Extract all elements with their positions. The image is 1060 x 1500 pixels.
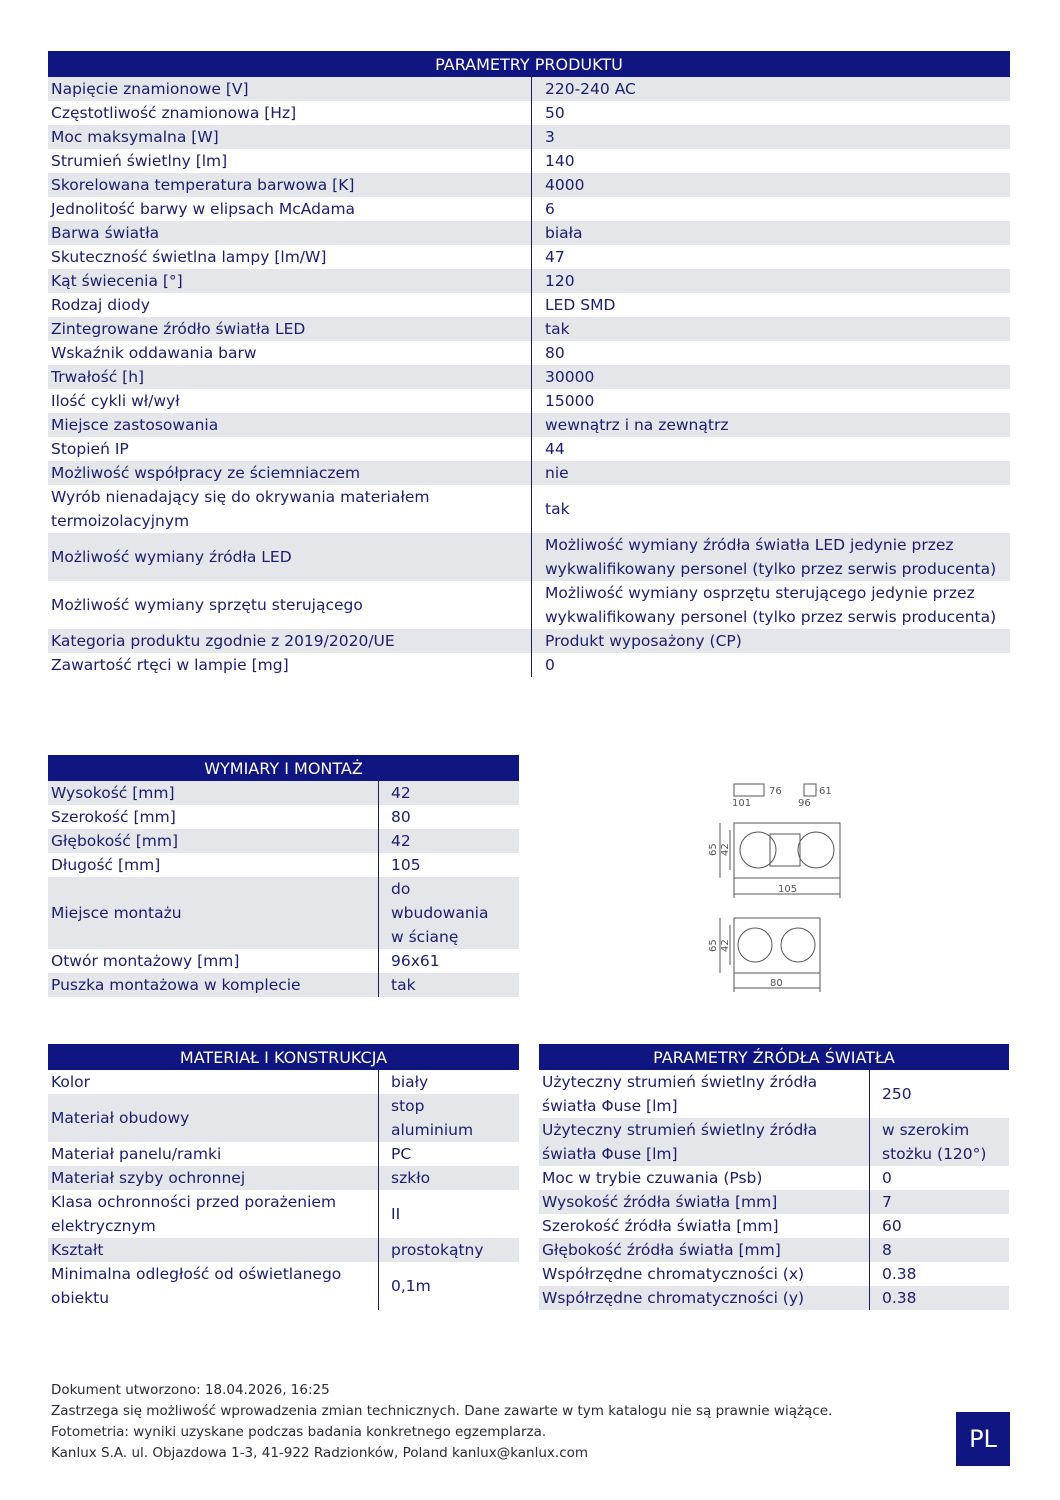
row-label: Wyrób nienadający się do okrywania materiałem termoizolacyjnym [51,488,430,530]
hole-icon [804,784,816,796]
table-row [48,125,1010,149]
dimensions-header: WYMIARY I MONTAŻ [48,755,519,781]
row-value: 4000 [531,173,1010,197]
row-label: Głębokość źródła światła [mm] [542,1241,781,1259]
table-row [48,781,519,805]
language-badge: PL [956,1412,1010,1466]
row-label: Kąt świecenia [°] [51,272,183,290]
row-label: Wysokość źródła światła [mm] [542,1193,778,1211]
row-label: Częstotliwość znamionowa [Hz] [51,104,297,122]
row-value: 0 [869,1166,1009,1190]
table-row [48,973,519,997]
row-value: w szerokim stożku (120°) [869,1118,1009,1166]
row-value: 3 [531,125,1010,149]
material-table [48,1044,519,1310]
row-label: Puszka montażowa w komplecie [51,976,301,994]
table-row [48,949,519,973]
table-row [48,653,1010,677]
table-row [539,1286,1009,1310]
row-label: Materiał panelu/ramki [51,1145,222,1163]
row-value: 8 [869,1238,1009,1262]
table-row [48,581,1010,629]
row-value: biały [378,1070,519,1094]
table-row [48,437,1010,461]
row-label: Barwa światła [51,224,160,242]
row-value: 0.38 [869,1262,1009,1286]
row-value: II [378,1190,519,1238]
front-view-outline [734,823,840,878]
table-row [539,1214,1009,1238]
row-label: Szerokość [mm] [51,808,176,826]
row-value: 0.38 [869,1286,1009,1310]
dim-label: 61 [819,786,832,797]
table-row [48,877,519,949]
row-value: 50 [531,101,1010,125]
row-label: Strumień świetlny [lm] [51,152,228,170]
table-row [48,173,1010,197]
product-params-table [48,51,1010,677]
row-value: 0,1m [378,1262,519,1310]
row-value: LED SMD [531,293,1010,317]
table-row [48,1262,519,1310]
row-value: 42 [378,781,519,805]
row-label: Rodzaj diody [51,296,150,314]
row-label: Moc maksymalna [W] [51,128,219,146]
row-value: wewnątrz i na zewnątrz [531,413,1010,437]
table-row [48,413,1010,437]
table-row [48,461,1010,485]
table-row [48,485,1010,533]
row-label: Stopień IP [51,440,129,458]
row-label: Współrzędne chromatyczności (y) [542,1289,805,1307]
footer-created: Dokument utworzono: 18.04.2026, 16:25 [51,1382,330,1398]
table-row [48,629,1010,653]
row-value: stop aluminium [378,1094,478,1142]
row-label: Napięcie znamionowe [V] [51,80,249,98]
footer [51,1380,832,1464]
table-row [48,805,519,829]
row-value: 44 [531,437,1010,461]
table-row [48,1238,519,1262]
table-row [48,829,519,853]
row-label: Możliwość współpracy ze ściemniaczem [51,464,361,482]
row-value: Produkt wyposażony (CP) [531,629,1010,653]
row-label: Skorelowana temperatura barwowa [K] [51,176,355,194]
row-label: Zawartość rtęci w lampie [mg] [51,656,289,674]
table-row [48,389,1010,413]
row-value: 60 [869,1214,1009,1238]
footer-address: Kanlux S.A. ul. Objazdowa 1-3, 41-922 Radzionków, Poland kanlux@kanlux.com [51,1445,589,1461]
row-value: tak [531,485,1010,533]
row-value: 42 [378,829,519,853]
row-label: Użyteczny strumień świetlny źródła światła Φuse [lm] [542,1121,818,1163]
row-value: 0 [531,653,1010,677]
row-label: Materiał szyby ochronnej [51,1169,246,1187]
row-label: Minimalna odległość od oświetlanego obiektu [51,1265,342,1307]
row-label: Skuteczność świetlna lampy [lm/W] [51,248,327,266]
row-label: Miejsce zastosowania [51,416,219,434]
dim-label: 42 [720,843,731,856]
dim-label: 80 [770,978,783,989]
footer-disclaimer: Zastrzega się możliwość wprowadzenia zmian technicznych. Dane zawarte w tym katalogu nie są prawnie wiążące. [51,1403,833,1419]
row-value: 220-240 AC [531,77,1010,101]
row-value: tak [378,973,519,997]
row-value: 96x61 [378,949,519,973]
dim-label: 65 [708,843,719,856]
table-row [48,293,1010,317]
row-label: Użyteczny strumień świetlny źródła światła Φuse [lm] [542,1073,818,1115]
row-value: 120 [531,269,1010,293]
dim-label: 76 [769,786,782,797]
row-value: 15000 [531,389,1010,413]
row-label: Możliwość wymiany źródła LED [51,548,292,566]
row-value: 80 [378,805,519,829]
table-row [539,1070,1009,1118]
dim-label: 96 [798,798,811,809]
table-row [48,341,1010,365]
row-label: Głębokość [mm] [51,832,178,850]
table-row [48,1166,519,1190]
row-value: Możliwość wymiany źródła światła LED jedynie przez wykwalifikowany personel (tylko przez serwis producenta) [531,533,1010,581]
row-label: Możliwość wymiany sprzętu sterującego [51,596,363,614]
table-row [48,317,1010,341]
row-label: Klasa ochronności przed porażeniem elektrycznym [51,1193,337,1235]
dim-label: 105 [778,884,798,895]
row-label: Otwór montażowy [mm] [51,952,240,970]
row-value: 250 [869,1070,1009,1118]
row-value: prostokątny [378,1238,519,1262]
dim-label: 101 [732,798,752,809]
row-label: Miejsce montażu [51,904,182,922]
table-row [48,365,1010,389]
table-row [48,221,1010,245]
product-params-header: PARAMETRY PRODUKTU [48,51,1010,77]
row-value: 140 [531,149,1010,173]
row-label: Współrzędne chromatyczności (x) [542,1265,805,1283]
table-row [48,1070,519,1094]
table-row [48,1190,519,1238]
mounting-box-icon [734,784,764,796]
row-label: Szerokość źródła światła [mm] [542,1217,779,1235]
light-source-header: PARAMETRY ŹRÓDŁA ŚWIATŁA [539,1044,1009,1070]
table-row [48,77,1010,101]
row-value: 105 [378,853,519,877]
row-label: Kształt [51,1241,104,1259]
table-row [539,1118,1009,1166]
table-row [539,1262,1009,1286]
row-value: 80 [531,341,1010,365]
technical-drawing [670,770,850,1005]
table-row [48,197,1010,221]
row-label: Ilość cykli wł/wył [51,392,180,410]
table-row [48,1094,519,1142]
footer-photometry: Fotometria: wyniki uzyskane podczas badania konkretnego egzemplarza. [51,1424,547,1440]
table-row [48,269,1010,293]
row-value: do wbudowania w ścianę [378,877,478,949]
table-row [48,245,1010,269]
table-row [539,1238,1009,1262]
row-value: tak [531,317,1010,341]
row-label: Moc w trybie czuwania (Psb) [542,1169,763,1187]
dimensions-table [48,755,519,997]
table-row [539,1190,1009,1214]
table-row [48,149,1010,173]
row-label: Długość [mm] [51,856,161,874]
table-row [539,1166,1009,1190]
row-label: Wskaźnik oddawania barw [51,344,257,362]
dim-label: 65 [708,939,719,952]
row-label: Kategoria produktu zgodnie z 2019/2020/UE [51,632,395,650]
row-label: Jednolitość barwy w elipsach McAdama [51,200,356,218]
row-label: Materiał obudowy [51,1109,190,1127]
row-label: Trwałość [h] [51,368,145,386]
dim-label: 42 [720,939,731,952]
row-label: Kolor [51,1073,91,1091]
row-value: 7 [869,1190,1009,1214]
light-source-table [539,1044,1009,1310]
table-row [48,1142,519,1166]
row-value: 30000 [531,365,1010,389]
row-value: 47 [531,245,1010,269]
row-label: Wysokość [mm] [51,784,175,802]
row-value: Możliwość wymiany osprzętu sterującego jedynie przez wykwalifikowany personel (tylko przez serwis producenta) [531,581,1010,629]
row-label: Zintegrowane źródło światła LED [51,320,306,338]
table-row [48,853,519,877]
table-row [48,533,1010,581]
row-value: szkło [378,1166,519,1190]
side-view-outline [734,918,820,973]
row-value: PC [378,1142,519,1166]
row-value: biała [531,221,1010,245]
table-row [48,101,1010,125]
material-header: MATERIAŁ I KONSTRUKCJA [48,1044,519,1070]
row-value: nie [531,461,1010,485]
row-value: 6 [531,197,1010,221]
